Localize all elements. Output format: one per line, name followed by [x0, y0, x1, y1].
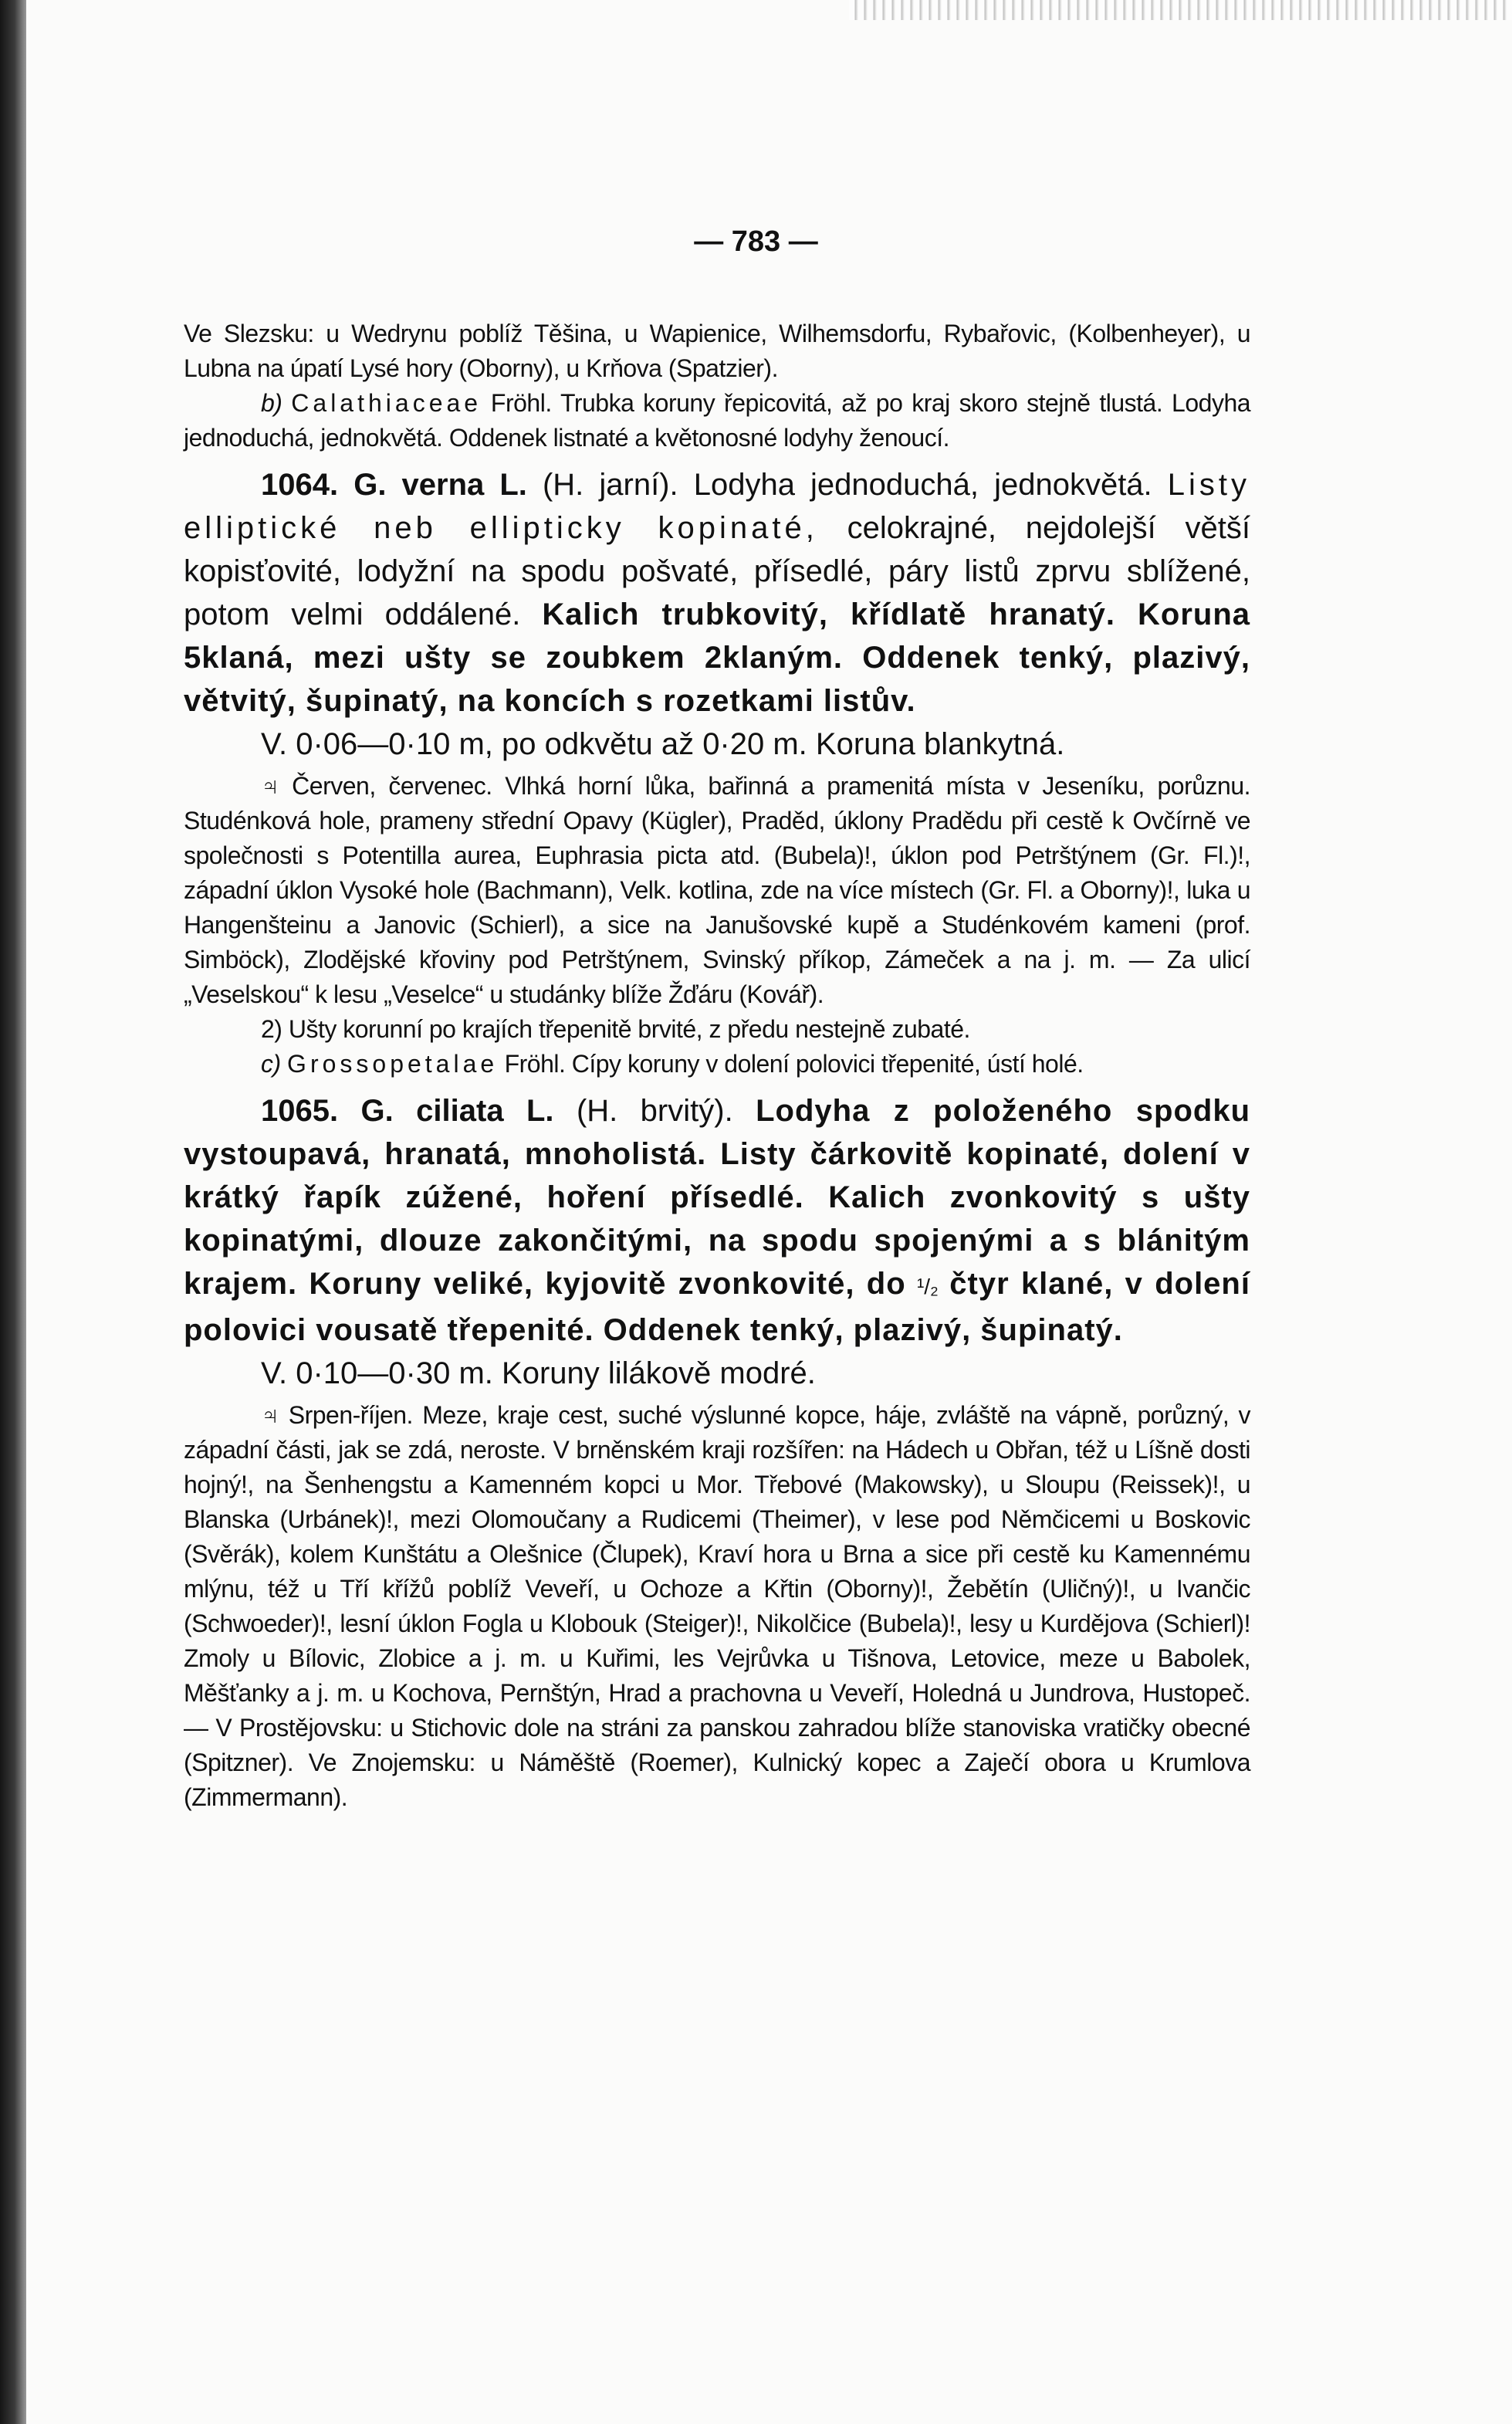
footnote-2: 2) Ušty korunní po krajích třepenitě brvité, z předu nestejně zubaté.	[261, 1015, 970, 1043]
species-text: Lodyha z položeného spodku vystoupavá, hranatá, mnoholistá. Listy čárkovitě kopinaté, dolení v krátký řapík zúžené, hoření přísedlé. Kalich zvonkovitý s ušty kopinatými, dlouze zakončitými, na spodu spojenými a s blánitým krajem. Koruny veliké, kyjovitě zvonkovité, do	[184, 1094, 1250, 1301]
species-common-name: (H. brvitý).	[576, 1094, 733, 1128]
species-text-spaced: Kalich trubkovitý, křídlatě hranatý. Koruna 5klaná, mezi ušty se zoubkem 2klaným. Oddenek tenký, plazivý, větvitý, šupinatý, na koncích s rozetkami listův.	[184, 598, 1251, 718]
species-1064	[184, 463, 1250, 723]
binding-shadow	[0, 0, 26, 2424]
species-1065	[184, 1089, 1250, 1352]
species-common-name: (H. jarní).	[542, 468, 678, 502]
species-habitat: ♃ Červen, červenec. Vlhká horní lůka, bařinná a pramenitá místa v Jeseníku, porůznu. Studénková hole, prameny střední Opavy (Kügler), Praděd, úklony Pradědu při cestě k Ovčírně ve společnosti s Potentilla aurea, Euphrasia picta atd. (Bubela)!, úklon pod Petrštýnem (Gr. Fl.)!, západní úklon Vysoké hole (Bachmann), Velk. kotlina, zde na více místech (Gr. Fl. a Oborny)!, luka u Hangenšteinu a Janovic (Schierl), a sice na Janušovské kupě a Studénkovém kameni (prof. Simböck), Zlodějské křoviny pod Petrštýnem, Svinský příkop, Zámeček a na j. m. — Za ulicí „Veselskou“ k lesu „Veselce“ u studánky blíže Žďáru (Kovář).	[184, 772, 1250, 1008]
page-body	[184, 317, 1250, 1815]
species-name: G. ciliata L.	[360, 1094, 554, 1128]
paragraph-silesia: Ve Slezsku: u Wedrynu poblíž Těšina, u Wapienice, Wilhemsdorfu, Rybařovic, (Kolbenheyer), u Lubna na úpatí Lysé hory (Oborny), u Krňova (Spatzier).	[184, 320, 1250, 382]
section-letter: b)	[261, 389, 282, 417]
species-size: V. 0·06—0·10 m, po odkvětu až 0·20 m. Koruna blankytná.	[261, 727, 1065, 761]
species-name: G. verna L.	[353, 468, 527, 502]
species-size: V. 0·10—0·30 m. Koruny lilákově modré.	[261, 1356, 816, 1390]
species-number: 1064.	[261, 468, 339, 502]
species-text: celokrajné, nejdolejší větší kopisťovité, lodyžní na spodu pošvaté, přísedlé, páry listů zprvu sblížené, potom velmi oddálené.	[184, 511, 1250, 631]
species-text-spaced: Listy elliptické neb ellipticky kopinaté,	[184, 468, 1251, 545]
species-habitat: ♃ Srpen-říjen. Meze, kraje cest, suché výslunné kopce, háje, zvláště na vápně, porůzný, v západní části, jak se zdá, neroste. V brněnském kraji rozšířen: na Hádech u Obřan, též u Líšně dosti hojný!, na Šenhengstu a Kamenném kopci u Mor. Třebové (Makowsky), u Sloupu (Reissek)!, u Blanska (Urbánek)!, mezi Olomoučany a Rudicemi (Theimer), v lese pod Němčicemi u Boskovic (Svěrák), kolem Kunštátu a Olešnice (Člupek), Kraví hora u Brna a sice při cestě ku Kamennému mlýnu, též u Tří křížů poblíž Veveří, u Ochoze a Křtin (Oborny)!, Žebětín (Uličný)!, u Ivančic (Schwoeder)!, lesní úklon Fogla u Klobouk (Steiger)!, Nikolčice (Bubela)!, lesy u Kurdějova (Schierl)! Zmoly u Bílovic, Zlobice a j. m. u Kuřimi, les Vejrůvka u Tišnova, Letovice, meze u Babolek, Měšťanky a j. m. u Kochova, Pernštýn, Hrad a prachovna u Veveří, Holedná u Jundrova, Hustopeč. — V Prostějovsku: u Stichovic dole na stráni za panskou zahradou blíže stanoviska vratičky obecné (Spitzner). Ve Znojemsku: u Náměště (Roemer), Kulnický kopec a Zaječí obora u Krumlova (Zimmermann).	[184, 1401, 1250, 1811]
section-letter: c)	[261, 1050, 281, 1078]
section-c	[184, 1047, 1250, 1082]
page-number: — 783 —	[694, 225, 818, 258]
scan-edge	[849, 0, 1512, 20]
species-text: čtyr klané, v dolení polovici vousatě třepenité. Oddenek tenký, plazivý, šupinatý.	[184, 1267, 1250, 1347]
section-description: Cípy koruny v dolení polovici třepenité, ústí holé.	[571, 1050, 1084, 1078]
section-name: Calathiaceae	[291, 389, 482, 417]
section-author: Fröhl.	[490, 389, 552, 417]
species-text: Lodyha jednoduchá, jednokvětá.	[693, 468, 1152, 502]
section-description: Trubka koruny řepicovitá, až po kraj skoro stejně tlustá. Lodyha jednoduchá, jednokvětá. Oddenek listnaté a květonosné lodyhy ženoucí.	[184, 389, 1251, 452]
section-b	[184, 386, 1250, 455]
fraction: ¹/₂	[916, 1275, 939, 1298]
section-name: Grossopetalae	[287, 1050, 499, 1078]
section-author: Fröhl.	[504, 1050, 566, 1078]
species-number: 1065.	[261, 1094, 339, 1128]
